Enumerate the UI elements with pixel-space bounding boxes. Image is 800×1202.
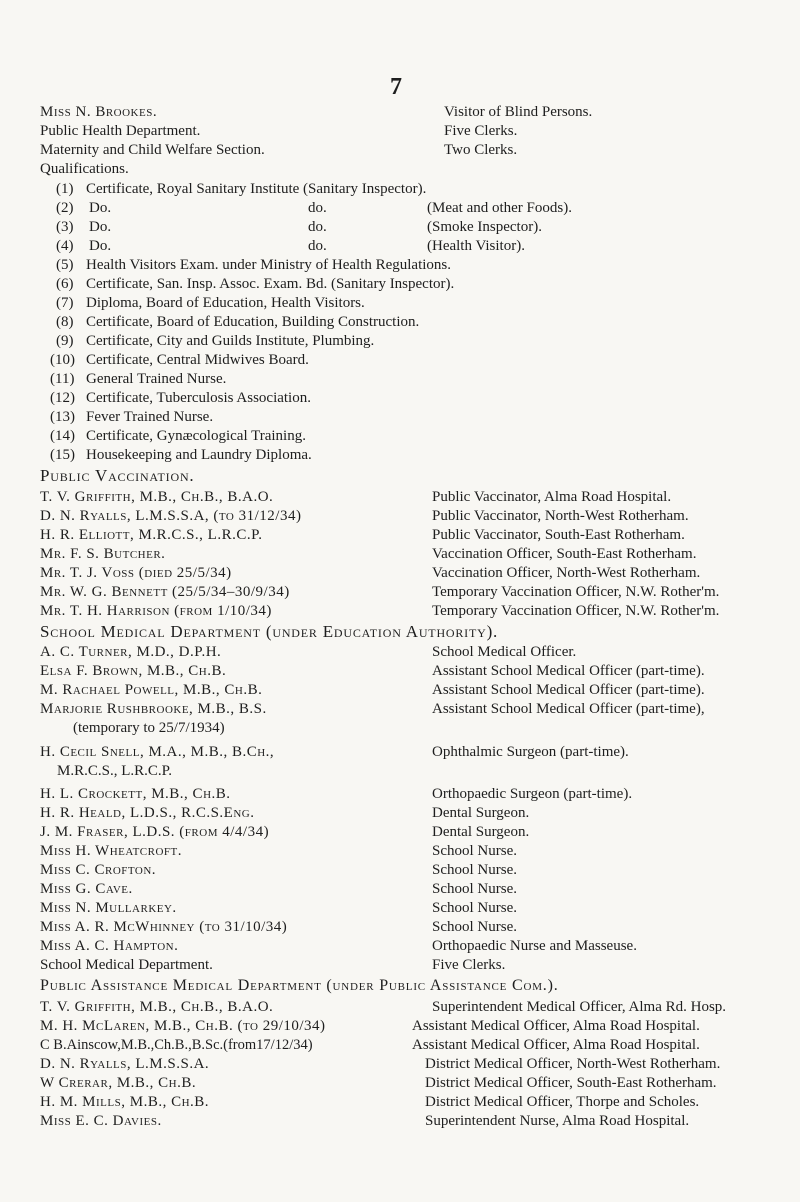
qualification-item: (4) Do. do. (Health Visitor). [56, 238, 525, 254]
school-medical-name: H. Cecil Snell, M.A., M.B., B.Ch., [40, 744, 275, 760]
qualification-item: (1) Certificate, Royal Sanitary Institute (Sanitary Inspector). [56, 181, 427, 197]
assistance-name: W Crerar, M.B., Ch.B. [40, 1075, 197, 1091]
vaccination-role: Vaccination Officer, North-West Rotherham. [432, 565, 701, 581]
school-medical-role: School Nurse. [432, 900, 517, 916]
school-medical-role: Ophthalmic Surgeon (part-time). [432, 744, 629, 760]
school-medical-role: School Nurse. [432, 919, 517, 935]
school-medical-name-continuation: (temporary to 25/7/1934) [73, 720, 225, 736]
school-medical-name: J. M. Fraser, L.D.S. (from 4/4/34) [40, 824, 270, 840]
vaccination-role: Public Vaccinator, North-West Rotherham. [432, 508, 689, 524]
assistance-role: District Medical Officer, North-West Rotherham. [425, 1056, 721, 1072]
header-right-1: Visitor of Blind Persons. [444, 104, 593, 120]
vaccination-role: Temporary Vaccination Officer, N.W. Rother'm. [432, 603, 720, 619]
school-medical-role: Orthopaedic Nurse and Masseuse. [432, 938, 637, 954]
qualification-item: (8) Certificate, Board of Education, Building Construction. [56, 314, 420, 330]
vaccination-role: Temporary Vaccination Officer, N.W. Rother'm. [432, 584, 720, 600]
assistance-name: M. H. McLaren, M.B., Ch.B. (to 29/10/34) [40, 1018, 326, 1034]
vaccination-name: Mr. T. H. Harrison (from 1/10/34) [40, 603, 272, 619]
school-medical-name: M. Rachael Powell, M.B., Ch.B. [40, 682, 263, 698]
school-medical-name: Miss A. C. Hampton. [40, 938, 179, 954]
assistance-name: C B.Ainscow,M.B.,Ch.B.,B.Sc.(from17/12/34) [40, 1037, 313, 1053]
section-heading-public-vaccination: Public Vaccination. [40, 466, 195, 485]
school-medical-name: Miss A. R. McWhinney (to 31/10/34) [40, 919, 288, 935]
school-medical-name: Miss N. Mullarkey. [40, 900, 177, 916]
qualification-item: (2) Do. do. (Meat and other Foods). [56, 200, 572, 216]
school-medical-name: H. R. Heald, L.D.S., R.C.S.Eng. [40, 805, 255, 821]
school-medical-name: School Medical Department. [40, 957, 213, 973]
page-number: 7 [390, 74, 402, 100]
qualification-item: (5) Health Visitors Exam. under Ministry of Health Regulations. [56, 257, 452, 273]
qualification-item: (3) Do. do. (Smoke Inspector). [56, 219, 542, 235]
header-right-2: Five Clerks. [444, 123, 518, 139]
school-medical-name: Miss H. Wheatcroft. [40, 843, 183, 859]
assistance-role: District Medical Officer, Thorpe and Scholes. [425, 1094, 700, 1110]
qualification-item: (9) Certificate, City and Guilds Institute, Plumbing. [56, 333, 375, 349]
vaccination-name: H. R. Elliott, M.R.C.S., L.R.C.P. [40, 527, 263, 543]
header-right-3: Two Clerks. [444, 142, 518, 158]
vaccination-name: Mr. W. G. Bennett (25/5/34–30/9/34) [40, 584, 290, 600]
assistance-role: Assistant Medical Officer, Alma Road Hospital. [412, 1037, 700, 1053]
qualifications-title: Qualifications. [40, 161, 129, 177]
school-medical-role: Assistant School Medical Officer (part-time). [432, 682, 705, 698]
school-medical-name: H. L. Crockett, M.B., Ch.B. [40, 786, 231, 802]
qualification-item: (11) General Trained Nurse. [50, 371, 227, 387]
school-medical-role: Assistant School Medical Officer (part-time). [432, 663, 705, 679]
school-medical-name: Miss C. Crofton. [40, 862, 157, 878]
qualification-item: (15) Housekeeping and Laundry Diploma. [50, 447, 312, 463]
vaccination-name: Mr. F. S. Butcher. [40, 546, 166, 562]
assistance-role: District Medical Officer, South-East Rotherham. [425, 1075, 717, 1091]
assistance-role: Assistant Medical Officer, Alma Road Hospital. [412, 1018, 700, 1034]
header-left-1: Miss N. Brookes. [40, 104, 158, 120]
school-medical-name: Marjorie Rushbrooke, M.B., B.S. [40, 701, 267, 717]
assistance-name: Miss E. C. Davies. [40, 1113, 162, 1129]
qualification-item: (7) Diploma, Board of Education, Health Visitors. [56, 295, 365, 311]
qualification-item: (10) Certificate, Central Midwives Board. [50, 352, 309, 368]
header-left-2: Public Health Department. [40, 123, 201, 139]
vaccination-role: Public Vaccinator, Alma Road Hospital. [432, 489, 672, 505]
school-medical-role: Dental Surgeon. [432, 805, 530, 821]
school-medical-role: School Nurse. [432, 862, 517, 878]
school-medical-name: A. C. Turner, M.D., D.P.H. [40, 644, 222, 660]
school-medical-role: School Nurse. [432, 843, 517, 859]
assistance-name: D. N. Ryalls, L.M.S.S.A. [40, 1056, 210, 1072]
qualification-item: (12) Certificate, Tuberculosis Association. [50, 390, 311, 406]
school-medical-name-continuation: M.R.C.S., L.R.C.P. [57, 763, 173, 779]
school-medical-name: Elsa F. Brown, M.B., Ch.B. [40, 663, 227, 679]
header-left-3: Maternity and Child Welfare Section. [40, 142, 265, 158]
vaccination-name: Mr. T. J. Voss (died 25/5/34) [40, 565, 232, 581]
school-medical-role: School Nurse. [432, 881, 517, 897]
section-heading-public-assistance: Public Assistance Medical Department (under Public Assistance Com.). [40, 977, 559, 994]
vaccination-name: D. N. Ryalls, L.M.S.S.A, (to 31/12/34) [40, 508, 302, 524]
assistance-role: Superintendent Nurse, Alma Road Hospital. [425, 1113, 690, 1129]
school-medical-role: Assistant School Medical Officer (part-time), [432, 701, 705, 717]
vaccination-name: T. V. Griffith, M.B., Ch.B., B.A.O. [40, 489, 274, 505]
section-heading-school-medical: School Medical Department (under Education Authority). [40, 622, 499, 641]
school-medical-role: Dental Surgeon. [432, 824, 530, 840]
school-medical-role: Orthopaedic Surgeon (part-time). [432, 786, 633, 802]
school-medical-role: School Medical Officer. [432, 644, 577, 660]
qualification-item: (6) Certificate, San. Insp. Assoc. Exam. Bd. (Sanitary Inspector). [56, 276, 455, 292]
school-medical-role: Five Clerks. [432, 957, 506, 973]
vaccination-role: Public Vaccinator, South-East Rotherham. [432, 527, 685, 543]
qualification-item: (13) Fever Trained Nurse. [50, 409, 214, 425]
qualification-item: (14) Certificate, Gynæcological Training. [50, 428, 306, 444]
assistance-name: H. M. Mills, M.B., Ch.B. [40, 1094, 210, 1110]
assistance-role: Superintendent Medical Officer, Alma Rd. Hosp. [432, 999, 727, 1015]
assistance-name: T. V. Griffith, M.B., Ch.B., B.A.O. [40, 999, 274, 1015]
vaccination-role: Vaccination Officer, South-East Rotherham. [432, 546, 697, 562]
school-medical-name: Miss G. Cave. [40, 881, 133, 897]
